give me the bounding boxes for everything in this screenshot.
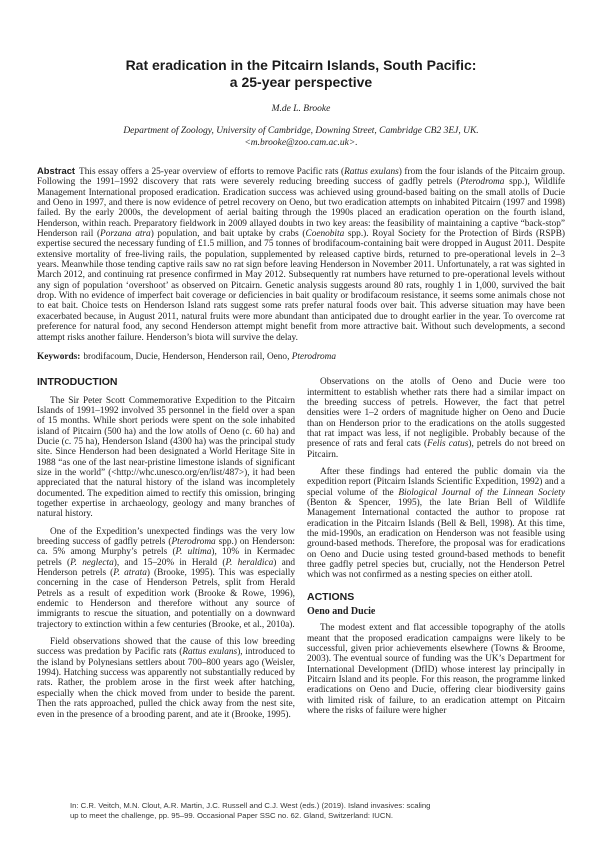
paper-title-line-2: a 25-year perspective	[229, 74, 373, 90]
citation-line-1: In: C.R. Veitch, M.N. Clout, A.R. Martin, J.C. Russell and C.J. West (eds.) (2019). Island invasives: scaling	[70, 801, 431, 810]
author-name: M.de L. Brooke	[271, 104, 331, 114]
author-email: <m.brooke@zoo.cam.ac.uk>.	[244, 137, 358, 148]
subsection-heading-oeno-and-ducie: Oeno and Ducie	[307, 606, 376, 618]
paper-title	[37, 57, 565, 91]
keywords-label: Keywords:	[37, 351, 81, 362]
right-column	[307, 377, 565, 727]
intro-paragraph-4: Observations on the atolls of Oeno and Ducie were too intermittent to establish whether rats there had a similar impact on the breeding success of petrels. However, the fact that petrel densities were 1–2 orders of magnitude higher on Oeno and Ducie than on Henderson prior to the eradications on the atolls suggested that rat impact was less, if not negligible. Probably because of the presence of rats and feral cats (Felis catus), petrels do not breed on Pitcairn.	[307, 377, 565, 460]
intro-paragraph-5: After these findings had entered the public domain via the expedition report (Pitcairn Islands Scientific Expedition, 1992) and a special volume of the Biological Journal of the Linnean Society (Benton & Spencer, 1995), the late Brian Bell of Wildlife Management International contacted the author to propose rat eradication in the Pitcairn Islands (Bell & Bell, 1998). At this time, the mid-1990s, an eradication on Henderson was not feasible using ground-based methods. Therefore, the proposal was for eradications on Oeno and Ducie using tested ground-based methods to benefit three gadfly petrel species but, crucially, not the Henderson Petrel which was not confirmed as a nesting species on either atoll.	[307, 466, 565, 581]
abstract-label: Abstract	[37, 165, 76, 176]
section-heading-introduction: INTRODUCTION	[37, 376, 118, 389]
citation-line-2: up to meet the challenge, pp. 95–99. Occasional Paper SSC no. 62. Gland, Switzerland: IUCN.	[70, 811, 394, 821]
section-heading-actions: ACTIONS	[307, 590, 355, 603]
keywords-line	[37, 352, 565, 362]
affiliation-line: Department of Zoology, University of Cambridge, Downing Street, Cambridge CB2 3EJ, UK.	[123, 126, 479, 136]
paper-title-line-1: Rat eradication in the Pitcairn Islands, South Pacific:	[125, 57, 477, 73]
intro-paragraph-3: Field observations showed that the cause of this low breeding success was predation by Pacific rats (Rattus exulans), introduced to the island by Polynesians settlers about 700–800 years ago (Weisler, 1994). Hatching success was apparently not substantially reduced by rats. Rather, the problem arose in the first week after hatching, especially when the chick moved from under to beside the parent. Then the rats approached, pulled the chick away from the nest site, even in the presence of a brooding parent, and ate it (Brooke, 1995).	[37, 637, 296, 720]
abstract-paragraph	[37, 166, 565, 343]
two-column-body	[37, 377, 565, 727]
citation-footer	[70, 801, 430, 821]
author-affiliation	[37, 126, 565, 149]
intro-paragraph-2: One of the Expedition’s unexpected findings was the very low breeding success of gadfly petrels (Pterodroma spp.) on Henderson: ca. 5% among Murphy’s petrels (P. ultima), 10% in Kermadec petrels (P. neglecta), and 15–20% in Herald (P. heraldica) and Henderson petrels (P. atrata) (Brooke, 1995). This was especially concerning in the case of Henderson Petrels, split from Herald Petrels as a result of expedition work (Brooke & Rowe, 1996), endemic to Henderson and therefore without any source of immigrants to rescue the situation, and potentially on a downward trajectory to extinction within a few centuries (Brooke, et al., 2010a).	[37, 526, 296, 630]
actions-paragraph-1: The modest extent and flat accessible topography of the atolls meant that the proposed eradication campaigns were likely to be successful, given prior achievements elsewhere (Towns & Broome, 2003). The eventual source of funding was the UK’s Department for International Development (DfID) whose interest lay principally in Pitcairn Island and its people. For this reason, the programme linked eradications on Oeno and Ducie, offering clear biodiversity gains with limited risk of failure, to an eradication attempt on Pitcairn where the risks of failure were higher	[307, 623, 565, 717]
left-column	[37, 377, 295, 727]
abstract-text: This essay offers a 25-year overview of efforts to remove Pacific rats (Rattus exulans) from the four islands of the Pitcairn group. Following the 1991–1992 discovery that rats were severely reducing breeding success of gadfly petrels (Pterodroma spp.), Wildlife Management International proposed eradication. Eradication success was achieved using ground-based baiting on the small atolls of Ducie and Oeno in 1997, and there is now evidence of petrel recovery on Oeno, but two eradication attempts on inhabited Pitcairn (1997 and 1998) failed. By the early 2000s, the development of aerial baiting through the 1990s placed an eradication operation on the fourth island, Henderson, within reach. Preparatory fieldwork in 2009 allayed doubts in two key areas: the feasibility of maintaining a captive “back-stop” Henderson rail (Porzana atra) population, and bait uptake by crabs (Coenobita spp.). Royal Society for the Protection of Birds (RSPB) expertise secured the necessary funding of £1.5 million, and 75 tonnes of brodifacoum-containing bait were dropped in August 2011. Despite extensive mortality of free-living rails, the population, supplemented by released captive birds, returned to pre-operational levels in 2–3 years. Meanwhile those tending captive rails saw no rat sign before leaving Henderson in November 2011. Unfortunately, a rat was sighted in March 2012, and continuing rat presence confirmed in May 2012. Subsequently rat numbers have returned to pre-operational levels without any sign of population ‘overshoot’ as observed on Pitcairn. Genetic analysis suggests around 80 rats, roughly 1 in 1,000, survived the bait drop. With no evidence of imperfect bait coverage or deficiencies in bait quality or brodifacoum resistance, it seems some animals chose not to eat bait. Choice tests on Henderson Island rats suggest some rats prefer natural foods over bait. This adverse situation may have been exacerbated because, in August 2011, natural fruits were more abundant than anticipated due to drought earlier in the year. To overcome rat preference for natural food, any second Henderson attempt might benefit from more attractive bait. Without such developments, a second attempt risks another failure. Henderson’s biota will survive the delay.	[37, 167, 566, 343]
intro-paragraph-1: The Sir Peter Scott Commemorative Expedition to the Pitcairn Islands of 1991–1992 involved 35 personnel in the field over a span of 15 months. While short periods were spent on the sole inhabited island of Pitcairn (500 ha) and the low atolls of Oeno (c. 60 ha) and Ducie (c. 75 ha), Henderson Island (4300 ha) was the principal study site. Since Henderson had been designated a World Heritage Site in 1988 “as one of the last near-pristine limestone islands of significant size in the world” (<http://whc.unesco.org/en/list/487>), it had been appreciated that the natural history of the island was incompletely documented. The expedition aimed to rectify this omission, bringing together expertise in archaeology, geology and many branches of natural history.	[37, 395, 295, 520]
keywords-list: brodifacoum, Ducie, Henderson, Henderson rail, Oeno, Pterodroma	[83, 351, 336, 362]
